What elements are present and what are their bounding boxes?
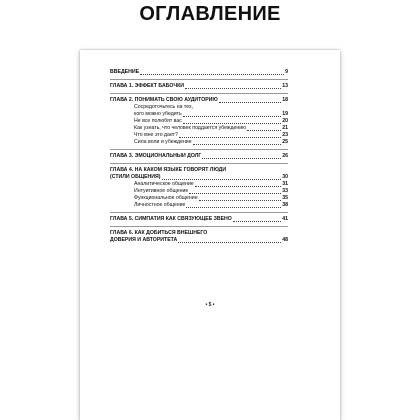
toc-subentry (110, 188, 288, 195)
toc-entry-label: ГЛАВА 5. СИМПАТИЯ КАК СВЯЗУЮЩЕЕ ЗВЕНО (110, 216, 232, 222)
dot-leader (140, 74, 284, 75)
toc-entry-chapter-6-line2 (110, 237, 288, 244)
toc-entry-label: ДОВЕРИЯ И АВТОРИТЕТА (110, 237, 178, 243)
toc-entry-chapter-6-line1 (110, 230, 288, 237)
dot-leader (162, 179, 282, 180)
dot-leader (183, 116, 282, 117)
toc-entry-label: Аналитическое общение (134, 181, 194, 187)
toc-entry-page: 38 (282, 202, 288, 208)
toc-subentry (110, 118, 288, 125)
dot-leader (183, 123, 281, 124)
toc-subentry (110, 139, 288, 146)
toc-subentry (110, 181, 288, 188)
dot-leader (178, 242, 281, 243)
dot-leader (185, 88, 281, 89)
toc-entry-page: 30 (282, 174, 288, 180)
toc-entry-label: кого можно убедить (134, 111, 182, 117)
toc-entry-page: 21 (282, 125, 288, 131)
toc-entry-label: ГЛАВА 2. ПОНИМАТЬ СВОЮ АУДИТОРИЮ (110, 97, 218, 103)
toc-entry-label: (СТИЛИ ОБЩЕНИЯ) (110, 174, 161, 180)
toc-entry-page: 19 (282, 111, 288, 117)
dot-leader (179, 137, 281, 138)
toc-entry-chapter-1 (110, 83, 288, 90)
toc-entry-page: 31 (282, 181, 288, 187)
dot-leader (202, 158, 281, 159)
dot-leader (195, 186, 281, 187)
toc-entry-page: 23 (282, 132, 288, 138)
toc-entry-label: Что мне это дает? (134, 132, 178, 138)
toc-subentry (110, 202, 288, 209)
dot-leader (199, 200, 282, 201)
toc-entry-label: Сила воли и убеждение (134, 139, 192, 145)
toc-entry-label: ГЛАВА 3. ЭМОЦИОНАЛЬНЫЙ ДОЛГ (110, 153, 202, 159)
toc-entry-page: 26 (282, 153, 288, 159)
toc-entry-page: 20 (282, 118, 288, 124)
toc-entry-label: Не все полюбят вас (134, 118, 182, 124)
toc-entry-page: 13 (282, 83, 288, 89)
dot-leader (189, 193, 281, 194)
toc-entry-label: ГЛАВА 4. НА КАКОМ ЯЗЫКЕ ГОВОРЯТ ЛЮДИ (110, 167, 227, 173)
toc-entry-page: 18 (282, 97, 288, 103)
section-divider (110, 212, 288, 213)
toc-entry-label: Как узнать, что человек поддается убеждению (134, 125, 247, 131)
table-of-contents (110, 69, 288, 244)
toc-entry-page: 9 (285, 69, 288, 75)
toc-entry-page: 41 (282, 216, 288, 222)
toc-entry-label: Личностное общение (134, 202, 186, 208)
book-page (80, 50, 340, 420)
toc-entry-page: 25 (282, 139, 288, 145)
toc-entry-page: 35 (282, 195, 288, 201)
toc-entry-chapter-2 (110, 97, 288, 104)
dot-leader (247, 130, 281, 131)
toc-entry-label: Интуитивное общение (134, 188, 189, 194)
page-number-folio: • 5 • (205, 302, 215, 308)
dot-leader (233, 221, 281, 222)
toc-entry-label: ГЛАВА 1. ЭФФЕКТ БАБОЧКИ (110, 83, 184, 89)
page-heading: ОГЛАВЛЕНИЕ (139, 3, 281, 25)
toc-entry-chapter-4-line1 (110, 167, 288, 174)
toc-entry-intro (110, 69, 288, 76)
section-divider (110, 93, 288, 94)
toc-entry-label: Сосредоточьтесь на тех, (134, 104, 194, 110)
toc-entry-chapter-4-line2 (110, 174, 288, 181)
dot-leader (186, 207, 281, 208)
toc-subentry (110, 195, 288, 202)
toc-entry-page: 48 (282, 237, 288, 243)
toc-subentry (110, 111, 288, 118)
section-divider (110, 79, 288, 80)
toc-entry-label: Функциональное общение (134, 195, 198, 201)
dot-leader (219, 102, 281, 103)
section-divider (110, 163, 288, 164)
section-divider (110, 149, 288, 150)
toc-subentry (110, 132, 288, 139)
toc-entry-chapter-3 (110, 153, 288, 160)
dot-leader (193, 144, 282, 145)
toc-subentry (110, 125, 288, 132)
toc-entry-page: 33 (282, 188, 288, 194)
toc-entry-label: ВВЕДЕНИЕ (110, 69, 140, 75)
toc-entry-label: ГЛАВА 6. КАК ДОБИТЬСЯ ВНЕШНЕГО (110, 230, 208, 236)
section-divider (110, 226, 288, 227)
toc-subentry (110, 104, 288, 111)
toc-entry-chapter-5 (110, 216, 288, 223)
